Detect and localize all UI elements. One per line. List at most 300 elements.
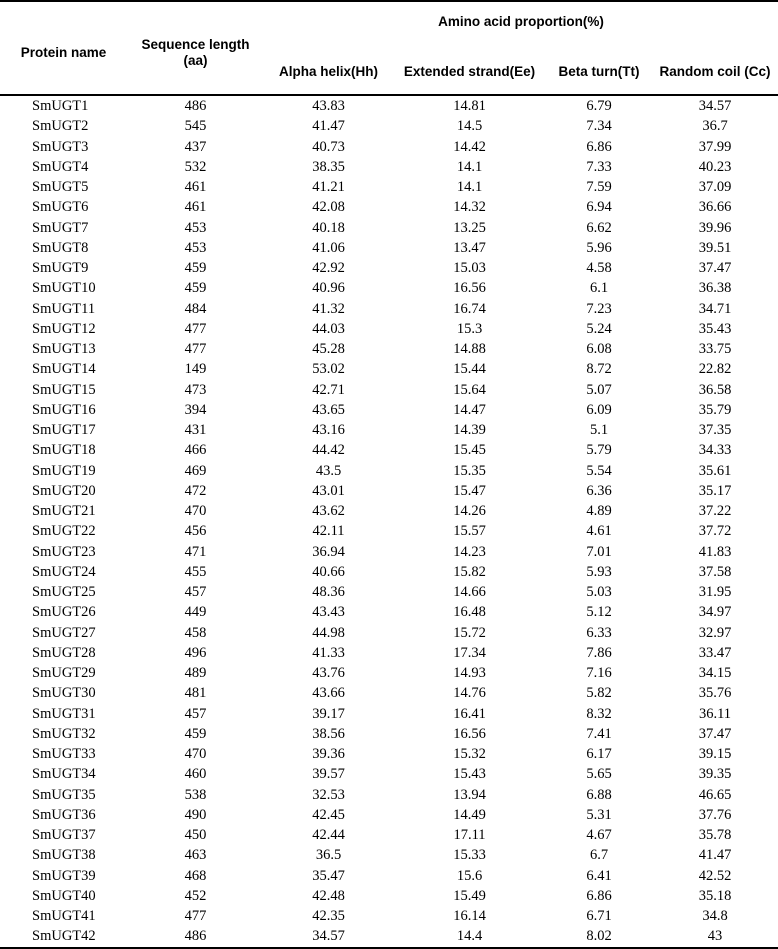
cell-random-coil: 34.71 [698, 300, 732, 317]
cell-random-coil: 33.75 [698, 341, 732, 358]
cell-alpha-helix: 39.36 [312, 746, 345, 763]
cell-beta-turn: 5.07 [586, 381, 612, 398]
cell-protein-name: SmUGT23 [32, 543, 96, 560]
cell-alpha-helix: 42.71 [312, 381, 345, 398]
cell-random-coil: 37.72 [698, 523, 732, 540]
table-row [0, 805, 778, 825]
cell-alpha-helix: 36.94 [312, 543, 345, 560]
cell-protein-name: SmUGT26 [32, 604, 96, 621]
cell-extended-strand: 14.88 [453, 341, 486, 358]
cell-extended-strand: 14.47 [453, 401, 486, 418]
cell-sequence-length: 461 [184, 179, 207, 196]
table-row [0, 785, 778, 805]
cell-sequence-length: 459 [184, 280, 207, 297]
cell-alpha-helix: 41.33 [312, 644, 345, 661]
cell-extended-strand: 15.57 [453, 523, 486, 540]
cell-random-coil: 35.61 [698, 462, 732, 479]
cell-alpha-helix: 36.5 [315, 847, 342, 864]
cell-alpha-helix: 40.96 [312, 280, 345, 297]
cell-beta-turn: 6.36 [586, 482, 612, 499]
cell-sequence-length: 431 [184, 422, 207, 439]
cell-beta-turn: 5.96 [586, 239, 612, 256]
cell-alpha-helix: 41.32 [312, 300, 345, 317]
cell-protein-name: SmUGT22 [32, 523, 96, 540]
cell-alpha-helix: 42.92 [312, 260, 345, 277]
cell-beta-turn: 6.41 [586, 867, 612, 884]
cell-protein-name: SmUGT7 [32, 219, 89, 236]
cell-extended-strand: 15.45 [453, 442, 486, 459]
table-row [0, 501, 778, 521]
cell-sequence-length: 461 [184, 199, 207, 216]
cell-random-coil: 39.35 [698, 766, 732, 783]
cell-beta-turn: 6.62 [586, 219, 612, 236]
cell-extended-strand: 15.03 [453, 260, 486, 277]
cell-beta-turn: 5.1 [589, 422, 609, 439]
cell-extended-strand: 14.26 [453, 503, 486, 520]
cell-sequence-length: 538 [184, 786, 207, 803]
cell-extended-strand: 15.64 [453, 381, 486, 398]
table-row [0, 663, 778, 683]
table-row [0, 906, 778, 926]
cell-extended-strand: 15.49 [453, 887, 486, 904]
cell-random-coil: 37.09 [698, 179, 732, 196]
header-sequence-length: Sequence length (aa) [127, 1, 264, 95]
cell-protein-name: SmUGT10 [32, 280, 96, 297]
cell-protein-name: SmUGT31 [32, 705, 96, 722]
cell-beta-turn: 7.59 [586, 179, 612, 196]
cell-beta-turn: 5.54 [586, 462, 612, 479]
table-row [0, 177, 778, 197]
cell-beta-turn: 5.31 [586, 806, 612, 823]
cell-random-coil: 37.22 [698, 503, 732, 520]
cell-extended-strand: 16.56 [453, 280, 486, 297]
table-row [0, 380, 778, 400]
cell-alpha-helix: 34.57 [264, 926, 393, 947]
cell-alpha-helix: 40.66 [312, 563, 345, 580]
cell-extended-strand: 15.6 [456, 867, 483, 884]
cell-sequence-length: 545 [184, 118, 207, 135]
table-row [0, 623, 778, 643]
cell-alpha-helix: 43.01 [312, 482, 345, 499]
cell-alpha-helix: 43.65 [312, 401, 345, 418]
cell-alpha-helix: 41.06 [312, 239, 345, 256]
cell-random-coil: 37.58 [698, 563, 732, 580]
table-row [0, 886, 778, 906]
cell-beta-turn: 8.72 [586, 361, 612, 378]
cell-alpha-helix: 53.02 [312, 361, 345, 378]
table-row [0, 582, 778, 602]
cell-sequence-length: 489 [184, 665, 207, 682]
table-row [0, 299, 778, 319]
cell-random-coil: 46.65 [698, 786, 732, 803]
table-row [0, 683, 778, 703]
cell-alpha-helix: 41.47 [312, 118, 345, 135]
cell-beta-turn: 6.71 [586, 908, 612, 925]
cell-protein-name: SmUGT24 [32, 563, 96, 580]
cell-alpha-helix: 43.83 [312, 98, 345, 115]
cell-beta-turn: 8.02 [546, 926, 652, 947]
cell-sequence-length: 490 [184, 806, 207, 823]
cell-protein-name: SmUGT16 [32, 401, 96, 418]
cell-sequence-length: 453 [184, 219, 207, 236]
cell-beta-turn: 6.94 [586, 199, 612, 216]
cell-random-coil: 34.57 [698, 98, 732, 115]
cell-random-coil: 35.76 [698, 685, 732, 702]
cell-sequence-length: 477 [184, 341, 207, 358]
cell-extended-strand: 15.72 [453, 624, 486, 641]
cell-extended-strand: 15.82 [453, 563, 486, 580]
cell-random-coil: 39.51 [698, 239, 732, 256]
cell-beta-turn: 7.23 [586, 300, 612, 317]
header-protein-name: Protein name [0, 1, 127, 95]
table-row [0, 562, 778, 582]
cell-protein-name: SmUGT41 [32, 908, 96, 925]
cell-extended-strand: 15.3 [456, 320, 483, 337]
cell-alpha-helix: 44.42 [312, 442, 345, 459]
cell-sequence-length: 457 [184, 584, 207, 601]
table-row [0, 157, 778, 177]
cell-sequence-length: 470 [184, 503, 207, 520]
table-row [0, 845, 778, 865]
cell-alpha-helix: 43.76 [312, 665, 345, 682]
cell-extended-strand: 17.11 [453, 827, 486, 844]
cell-alpha-helix: 45.28 [312, 341, 345, 358]
cell-extended-strand: 14.5 [456, 118, 483, 135]
table-row [0, 218, 778, 238]
cell-sequence-length: 449 [184, 604, 207, 621]
cell-protein-name: SmUGT11 [32, 300, 96, 317]
cell-sequence-length: 149 [184, 361, 207, 378]
cell-alpha-helix: 41.21 [312, 179, 345, 196]
table-header [0, 1, 778, 95]
cell-beta-turn: 4.89 [586, 503, 612, 520]
cell-random-coil: 37.76 [698, 806, 732, 823]
cell-beta-turn: 5.79 [586, 442, 612, 459]
cell-alpha-helix: 40.18 [312, 219, 345, 236]
cell-protein-name: SmUGT2 [32, 118, 89, 135]
table-row [0, 744, 778, 764]
cell-sequence-length: 437 [184, 138, 207, 155]
cell-random-coil: 42.52 [698, 867, 732, 884]
cell-sequence-length: 450 [184, 827, 207, 844]
cell-sequence-length: 486 [184, 98, 207, 115]
cell-random-coil: 39.96 [698, 219, 732, 236]
cell-extended-strand: 14.23 [453, 543, 486, 560]
cell-extended-strand: 14.66 [453, 584, 486, 601]
cell-random-coil: 22.82 [698, 361, 732, 378]
table-row [0, 339, 778, 359]
cell-extended-strand: 13.25 [453, 219, 486, 236]
cell-random-coil: 41.47 [698, 847, 732, 864]
cell-protein-name: SmUGT3 [32, 138, 89, 155]
cell-sequence-length: 459 [184, 260, 207, 277]
cell-sequence-length: 486 [127, 926, 264, 947]
cell-random-coil: 37.35 [698, 422, 732, 439]
table-row [0, 258, 778, 278]
table-row [0, 359, 778, 379]
cell-random-coil: 36.66 [698, 199, 732, 216]
cell-beta-turn: 6.09 [586, 401, 612, 418]
cell-extended-strand: 14.39 [453, 422, 486, 439]
table-row [0, 238, 778, 258]
table-row [0, 764, 778, 784]
cell-protein-name: SmUGT40 [32, 887, 96, 904]
cell-sequence-length: 477 [184, 908, 207, 925]
cell-beta-turn: 6.86 [586, 138, 612, 155]
cell-extended-strand: 14.1 [456, 158, 483, 175]
table-row [0, 278, 778, 298]
cell-extended-strand: 16.56 [453, 725, 486, 742]
cell-random-coil: 32.97 [698, 624, 732, 641]
cell-alpha-helix: 42.35 [312, 908, 345, 925]
cell-protein-name: SmUGT17 [32, 422, 96, 439]
cell-extended-strand: 16.14 [453, 908, 486, 925]
cell-protein-name: SmUGT19 [32, 462, 96, 479]
cell-alpha-helix: 39.57 [312, 766, 345, 783]
cell-alpha-helix: 40.73 [312, 138, 345, 155]
table-row [0, 116, 778, 136]
cell-protein-name: SmUGT38 [32, 847, 96, 864]
cell-extended-strand: 16.74 [453, 300, 486, 317]
table-row [0, 724, 778, 744]
cell-protein-name: SmUGT9 [32, 260, 89, 277]
cell-extended-strand: 14.32 [453, 199, 486, 216]
cell-beta-turn: 7.16 [586, 665, 612, 682]
cell-protein-name: SmUGT13 [32, 341, 96, 358]
header-alpha-helix: Alpha helix(Hh) [264, 40, 393, 95]
table-row [0, 319, 778, 339]
cell-alpha-helix: 39.17 [312, 705, 345, 722]
cell-alpha-helix: 42.45 [312, 806, 345, 823]
cell-random-coil: 37.47 [698, 260, 732, 277]
cell-beta-turn: 5.93 [586, 563, 612, 580]
cell-extended-strand: 14.49 [453, 806, 486, 823]
cell-beta-turn: 7.34 [586, 118, 612, 135]
cell-extended-strand: 14.42 [453, 138, 486, 155]
cell-random-coil: 36.38 [698, 280, 732, 297]
cell-sequence-length: 477 [184, 320, 207, 337]
cell-protein-name: SmUGT29 [32, 665, 96, 682]
cell-extended-strand: 14.93 [453, 665, 486, 682]
cell-protein-name: SmUGT37 [32, 827, 96, 844]
cell-extended-strand: 15.43 [453, 766, 486, 783]
cell-protein-name: SmUGT34 [32, 766, 96, 783]
cell-protein-name: SmUGT1 [32, 98, 89, 115]
cell-alpha-helix: 42.48 [312, 887, 345, 904]
cell-alpha-helix: 44.03 [312, 320, 345, 337]
cell-sequence-length: 469 [184, 462, 207, 479]
cell-protein-name: SmUGT21 [32, 503, 96, 520]
cell-beta-turn: 5.12 [586, 604, 612, 621]
cell-beta-turn: 5.65 [586, 766, 612, 783]
cell-random-coil: 34.97 [698, 604, 732, 621]
cell-alpha-helix: 42.08 [312, 199, 345, 216]
table-row [0, 704, 778, 724]
cell-beta-turn: 4.61 [586, 523, 612, 540]
cell-random-coil: 35.17 [698, 482, 732, 499]
cell-alpha-helix: 42.44 [312, 827, 345, 844]
cell-beta-turn: 6.79 [586, 98, 612, 115]
cell-sequence-length: 471 [184, 543, 207, 560]
cell-alpha-helix: 43.62 [312, 503, 345, 520]
cell-alpha-helix: 44.98 [312, 624, 345, 641]
cell-random-coil: 36.11 [698, 705, 732, 722]
cell-protein-name: SmUGT27 [32, 624, 96, 641]
cell-extended-strand: 14.81 [453, 98, 486, 115]
cell-beta-turn: 5.03 [586, 584, 612, 601]
cell-alpha-helix: 43.66 [312, 685, 345, 702]
cell-random-coil: 31.95 [698, 584, 732, 601]
cell-random-coil: 40.23 [698, 158, 732, 175]
cell-beta-turn: 4.58 [586, 260, 612, 277]
cell-sequence-length: 532 [184, 158, 207, 175]
cell-random-coil: 37.47 [698, 725, 732, 742]
cell-sequence-length: 457 [184, 705, 207, 722]
cell-protein-name: SmUGT8 [32, 239, 89, 256]
cell-random-coil: 36.58 [698, 381, 732, 398]
cell-random-coil: 35.79 [698, 401, 732, 418]
cell-sequence-length: 455 [184, 563, 207, 580]
cell-random-coil: 35.78 [698, 827, 732, 844]
cell-protein-name: SmUGT28 [32, 644, 96, 661]
header-beta-turn: Beta turn(Tt) [546, 40, 652, 95]
cell-alpha-helix: 43.16 [312, 422, 345, 439]
cell-protein-name: SmUGT6 [32, 199, 89, 216]
cell-alpha-helix: 32.53 [312, 786, 345, 803]
cell-random-coil: 34.33 [698, 442, 732, 459]
cell-extended-strand: 15.32 [453, 746, 486, 763]
cell-sequence-length: 472 [184, 482, 207, 499]
table-row [0, 400, 778, 420]
cell-sequence-length: 481 [184, 685, 207, 702]
table-row [0, 95, 778, 116]
cell-beta-turn: 7.41 [586, 725, 612, 742]
cell-alpha-helix: 38.56 [312, 725, 345, 742]
cell-sequence-length: 496 [184, 644, 207, 661]
table-row [0, 197, 778, 217]
cell-sequence-length: 458 [184, 624, 207, 641]
cell-extended-strand: 15.35 [453, 462, 486, 479]
cell-sequence-length: 394 [184, 401, 207, 418]
cell-protein-name: SmUGT14 [32, 361, 96, 378]
cell-extended-strand: 14.1 [456, 179, 483, 196]
cell-protein-name: SmUGT30 [32, 685, 96, 702]
cell-beta-turn: 6.88 [586, 786, 612, 803]
cell-protein-name: SmUGT39 [32, 867, 96, 884]
cell-protein-name: SmUGT15 [32, 381, 96, 398]
cell-protein-name: SmUGT36 [32, 806, 96, 823]
cell-protein-name: SmUGT42 [0, 926, 127, 947]
cell-random-coil: 34.15 [698, 665, 732, 682]
header-random-coil: Random coil (Cc) [652, 40, 778, 95]
cell-beta-turn: 6.08 [586, 341, 612, 358]
cell-random-coil: 33.47 [698, 644, 732, 661]
table-row [0, 420, 778, 440]
cell-random-coil: 39.15 [698, 746, 732, 763]
cell-extended-strand: 13.47 [453, 239, 486, 256]
cell-protein-name: SmUGT4 [32, 158, 89, 175]
cell-extended-strand: 15.33 [453, 847, 486, 864]
cell-beta-turn: 7.86 [586, 644, 612, 661]
cell-alpha-helix: 35.47 [312, 867, 345, 884]
table-row [0, 440, 778, 460]
cell-beta-turn: 7.01 [586, 543, 612, 560]
cell-beta-turn: 6.86 [586, 887, 612, 904]
cell-sequence-length: 459 [184, 725, 207, 742]
cell-random-coil: 41.83 [698, 543, 732, 560]
cell-beta-turn: 8.32 [586, 705, 612, 722]
cell-sequence-length: 484 [184, 300, 207, 317]
cell-sequence-length: 460 [184, 766, 207, 783]
cell-alpha-helix: 43.43 [312, 604, 345, 621]
cell-beta-turn: 4.67 [586, 827, 612, 844]
cell-extended-strand: 17.34 [453, 644, 486, 661]
cell-random-coil: 43 [652, 926, 778, 947]
header-extended-strand: Extended strand(Ee) [393, 40, 546, 95]
cell-protein-name: SmUGT12 [32, 320, 96, 337]
cell-sequence-length: 468 [184, 867, 207, 884]
cell-extended-strand: 15.47 [453, 482, 486, 499]
cell-alpha-helix: 38.35 [312, 158, 345, 175]
cell-protein-name: SmUGT20 [32, 482, 96, 499]
table-row [0, 542, 778, 562]
cell-sequence-length: 453 [184, 239, 207, 256]
cell-extended-strand: 14.4 [393, 926, 546, 947]
cell-beta-turn: 7.33 [586, 158, 612, 175]
cell-alpha-helix: 43.5 [315, 462, 342, 479]
cell-alpha-helix: 48.36 [312, 584, 345, 601]
cell-protein-name: SmUGT18 [32, 442, 96, 459]
cell-sequence-length: 452 [184, 887, 207, 904]
cell-protein-name: SmUGT35 [32, 786, 96, 803]
cell-protein-name: SmUGT32 [32, 725, 96, 742]
cell-alpha-helix: 42.11 [312, 523, 345, 540]
cell-extended-strand: 16.48 [453, 604, 486, 621]
table-row [0, 481, 778, 501]
table-row [0, 643, 778, 663]
cell-random-coil: 34.8 [702, 908, 728, 925]
cell-sequence-length: 466 [184, 442, 207, 459]
table-row [0, 137, 778, 157]
cell-beta-turn: 6.7 [589, 847, 609, 864]
table-body [0, 95, 778, 948]
cell-protein-name: SmUGT25 [32, 584, 96, 601]
cell-protein-name: SmUGT33 [32, 746, 96, 763]
table-row [0, 521, 778, 541]
cell-random-coil: 35.43 [698, 320, 732, 337]
cell-protein-name: SmUGT5 [32, 179, 89, 196]
cell-extended-strand: 13.94 [453, 786, 486, 803]
cell-random-coil: 35.18 [698, 887, 732, 904]
cell-beta-turn: 6.33 [586, 624, 612, 641]
cell-beta-turn: 6.17 [586, 746, 612, 763]
header-amino-acid-proportion: Amino acid proportion(%) [264, 1, 778, 40]
cell-random-coil: 36.7 [702, 118, 728, 135]
table-row [0, 461, 778, 481]
cell-sequence-length: 456 [184, 523, 207, 540]
cell-beta-turn: 5.82 [586, 685, 612, 702]
cell-extended-strand: 14.76 [453, 685, 486, 702]
cell-beta-turn: 6.1 [589, 280, 609, 297]
table-row [0, 825, 778, 845]
cell-extended-strand: 16.41 [453, 705, 486, 722]
cell-sequence-length: 463 [184, 847, 207, 864]
table-row [0, 602, 778, 622]
cell-sequence-length: 473 [184, 381, 207, 398]
cell-sequence-length: 470 [184, 746, 207, 763]
cell-extended-strand: 15.44 [453, 361, 486, 378]
table-row [0, 866, 778, 886]
